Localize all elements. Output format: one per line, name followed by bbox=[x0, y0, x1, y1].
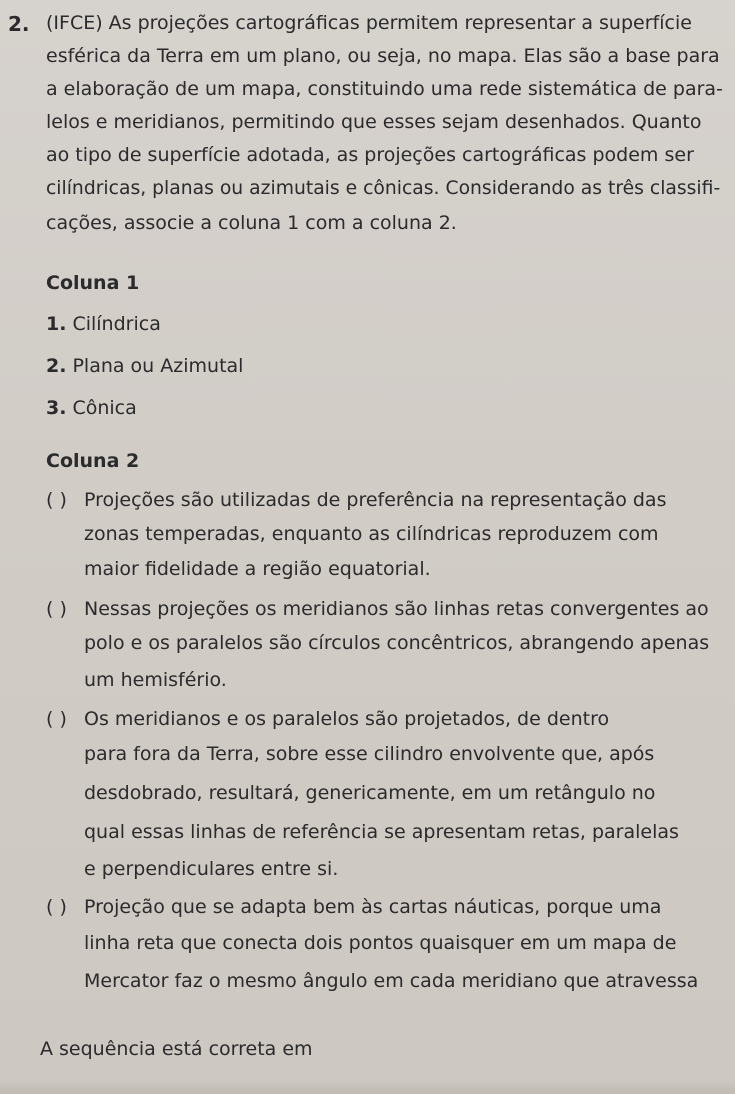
item-number: 2. bbox=[46, 355, 67, 377]
coluna-1-item bbox=[46, 357, 243, 376]
item-text-line: e perpendiculares entre si. bbox=[84, 858, 339, 880]
stem-line: lelos e meridianos, permitindo que esses sejam desenhados. Quanto bbox=[46, 111, 702, 133]
stem-line: esférica da Terra em um plano, ou seja, no mapa. Elas são a base para bbox=[46, 45, 720, 67]
answer-blank[interactable]: ( ) bbox=[46, 598, 67, 620]
sequence-prompt: A sequência está correta em bbox=[40, 1038, 313, 1060]
item-text-line: Projeção que se adapta bem às cartas náuticas, porque uma bbox=[84, 896, 662, 918]
item-text-line: zonas temperadas, enquanto as cilíndricas reproduzem com bbox=[84, 523, 659, 545]
stem-line: cações, associe a coluna 1 com a coluna 2. bbox=[46, 212, 457, 234]
answer-blank[interactable]: ( ) bbox=[46, 896, 67, 918]
item-label: Plana ou Azimutal bbox=[72, 355, 244, 377]
item-number: 1. bbox=[46, 313, 67, 335]
item-text-line: polo e os paralelos são círculos concêntricos, abrangendo apenas bbox=[84, 632, 710, 654]
stem-line: (IFCE) As projeções cartográficas permitem representar a superfície bbox=[46, 12, 692, 34]
item-text-line: Os meridianos e os paralelos são projetados, de dentro bbox=[84, 708, 610, 730]
coluna-1-item bbox=[46, 315, 161, 334]
answer-blank[interactable]: ( ) bbox=[46, 489, 67, 511]
coluna-1-item bbox=[46, 399, 137, 418]
item-text-line: linha reta que conecta dois pontos quaisquer em um mapa de bbox=[84, 932, 677, 954]
stem-line: cilíndricas, planas ou azimutais e cônicas. Considerando as três classifi- bbox=[46, 178, 721, 199]
item-label: Cônica bbox=[72, 397, 137, 419]
coluna-2-heading: Coluna 2 bbox=[46, 450, 140, 472]
item-text-line: para fora da Terra, sobre esse cilindro envolvente que, após bbox=[84, 743, 655, 765]
page-shadow bbox=[0, 1080, 735, 1094]
item-text-line: Nessas projeções os meridianos são linhas retas convergentes ao bbox=[84, 598, 709, 620]
item-text-line: qual essas linhas de referência se apresentam retas, paralelas bbox=[84, 821, 679, 843]
stem-line: a elaboração de um mapa, constituindo uma rede sistemática de para- bbox=[46, 78, 723, 100]
question-number: 2. bbox=[8, 12, 30, 36]
item-text-line: Mercator faz o mesmo ângulo em cada meridiano que atravessa bbox=[84, 970, 699, 992]
answer-blank[interactable]: ( ) bbox=[46, 708, 67, 730]
item-number: 3. bbox=[46, 397, 67, 419]
coluna-1-heading: Coluna 1 bbox=[46, 272, 140, 294]
stem-line: ao tipo de superfície adotada, as projeções cartográficas podem ser bbox=[46, 144, 694, 166]
item-text-line: Projeções são utilizadas de preferência na representação das bbox=[84, 489, 667, 511]
item-text-line: um hemisfério. bbox=[84, 669, 227, 691]
item-text-line: desdobrado, resultará, genericamente, em um retângulo no bbox=[84, 782, 656, 804]
item-label: Cilíndrica bbox=[72, 313, 161, 335]
item-text-line: maior fidelidade a região equatorial. bbox=[84, 558, 431, 580]
